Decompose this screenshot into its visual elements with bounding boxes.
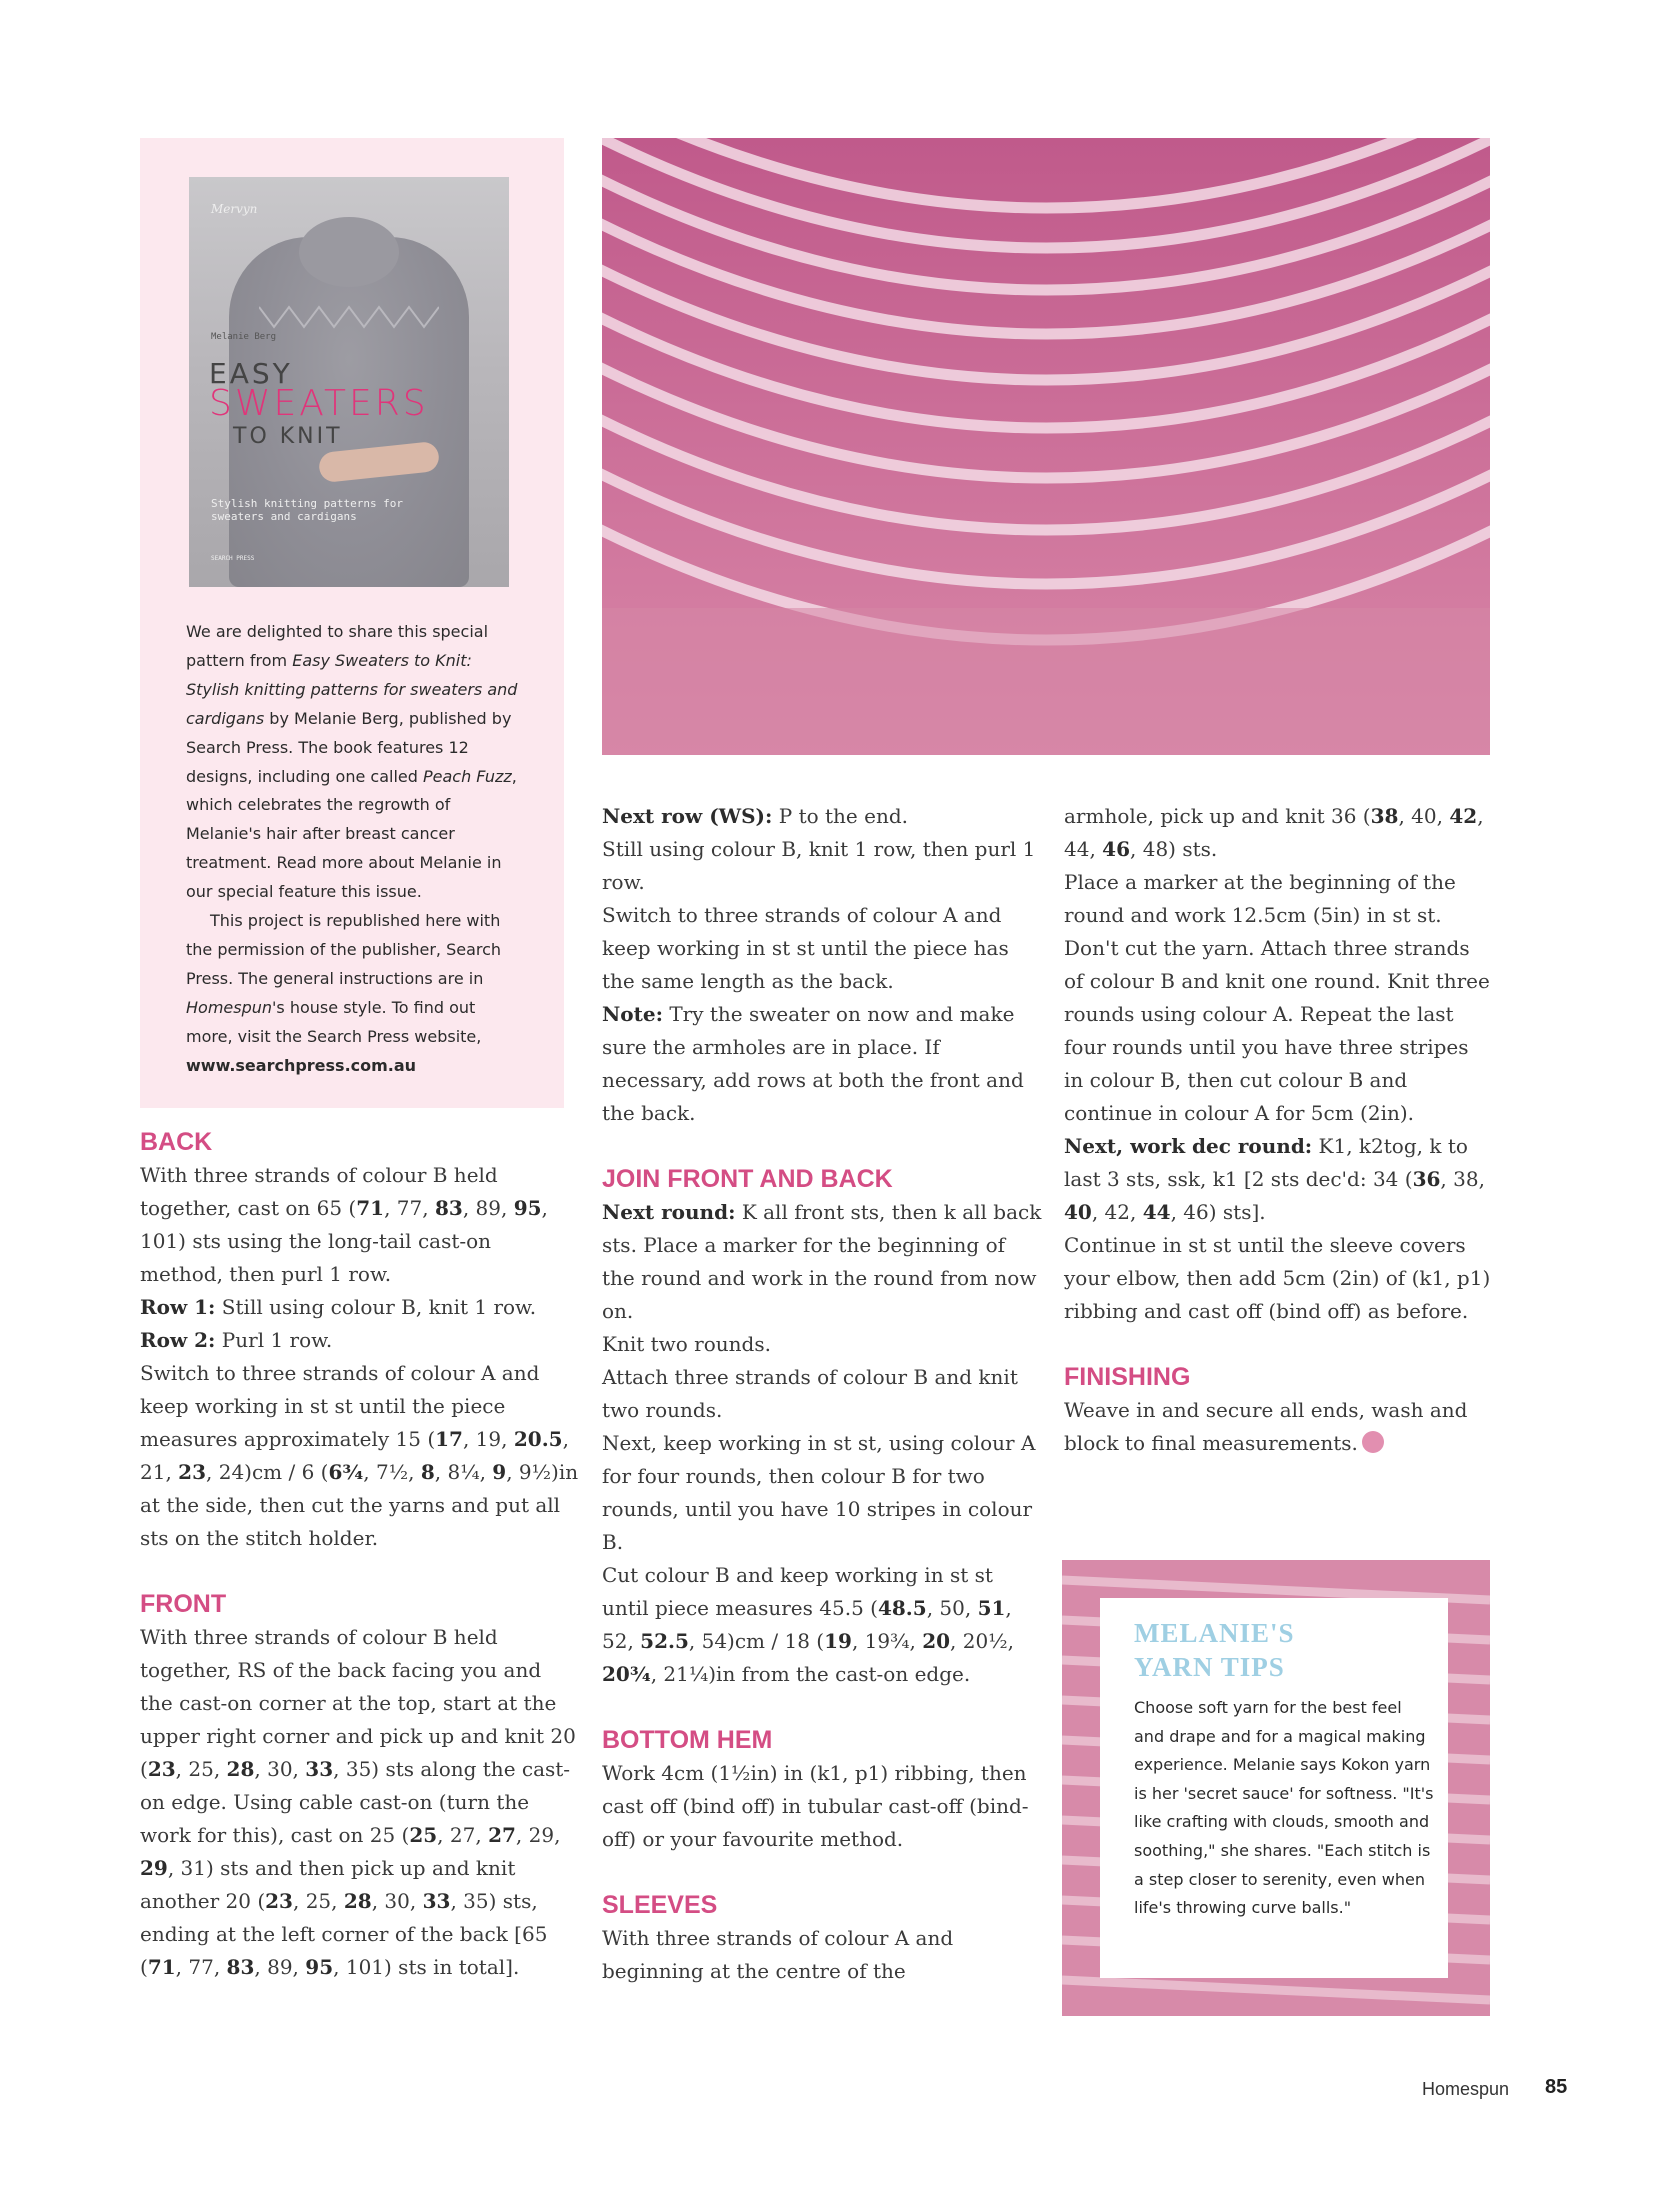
publisher-website-link[interactable]: www.searchpress.com.au <box>186 1055 417 1075</box>
magazine-name: Homespun <box>1422 2079 1510 2099</box>
heading-back: BACK <box>140 1128 213 1156</box>
heading-sleeves: SLEEVES <box>602 1891 718 1919</box>
yoke-pattern-icon <box>259 302 439 332</box>
book-logo: Mervyn <box>211 202 258 216</box>
book-subtitle: Stylish knitting patterns for sweaters and cardigans <box>211 497 404 523</box>
yarn-ball-icon <box>1362 1431 1384 1453</box>
heading-bottom-hem: BOTTOM HEM <box>602 1726 773 1754</box>
column-1: BACK With three strands of colour B held together, cast on 65 (71, 77, 83, 89, 95, 101) sts using the long-tail cast-on method, then purl 1 row. Row 1: Still using colour B, knit 1 row. Row 2: Purl 1 row. Switch to three strands of colour A and keep working in st st until the piece measures approximately 15 (17, 19, 20.5, 21, 23, 24)cm / 6 (6¾, 7½, 8, 8¼, 9, 9½)in at the side, then cut the yarns and put all sts on the stitch holder. FRONT With three strands of colour B held together, RS of the back facing you and the cast-on corner at the top, start at the upper right corner and pick up and knit 20 (23, 25, 28, 30, 33, 35) sts along the cast-on edge. Using cable cast-on (turn the work for this), cast on 25 (25, 27, 27, 29, 29, 31) sts and then pick up and knit another 20 (23, 25, 28, 30, 33, 35) sts, ending at the left corner of the back [65 (71, 77, 83, 89, 95, 101) sts in total]. <box>140 1126 580 1984</box>
back-instructions: With three strands of colour B held together, cast on 65 (71, 77, 83, 89, 95, 101) sts using the long-tail cast-on method, then purl 1 row. <box>140 1163 548 1286</box>
yarn-tips-text: Choose soft yarn for the best feel and drape and for a magical making experience. Melanie says Kokon yarn is her 'secret sauce' for softness. "It's like crafting with clouds, smooth and soothing," she shares. "Each stitch is a step closer to serenity, even when life's throwing curve balls." <box>1134 1698 1434 1918</box>
column-3: armhole, pick up and knit 36 (38, 40, 42, 44, 46, 48) sts. Place a marker at the beginning of the round and work 12.5cm (5in) in st st. Don't cut the yarn. Attach three strands of colour B and knit one round. Knit three rounds using colour A. Repeat the last four rounds until you have three stripes in colour B, then cut colour B and continue in colour A for 5cm (2in). Next, work dec round: K1, k2tog, k to last 3 sts, ssk, k1 [2 sts dec'd: 34 (36, 38, 40, 42, 44, 46) sts]. Continue in st st until the sleeve covers your elbow, then add 5cm (2in) of (k1, p1) ribbing and cast off (bind off) as before. FINISHING Weave in and secure all ends, wash and block to final measurements. <box>1064 800 1494 1460</box>
book-publisher: SEARCH PRESS <box>211 555 255 562</box>
book-title-line3: TO KNIT <box>233 424 343 449</box>
knit-stripes-photo <box>602 138 1490 755</box>
heading-front: FRONT <box>140 1590 227 1618</box>
book-author: Melanie Berg <box>211 332 277 342</box>
book-title-line2: SWEATERS <box>209 383 429 424</box>
intro-text <box>186 618 526 1081</box>
yarn-tips-title: MELANIE'S YARN TIPS <box>1134 1618 1295 1682</box>
column-2: Next row (WS): P to the end. Still using colour B, knit 1 row, then purl 1 row. Switch to three strands of colour A and keep working in st st until the piece has the same length as the back. Note: Try the sweater on now and make sure the armholes are in place. If necessary, add rows at both the front and the back. JOIN FRONT AND BACK Next round: K all front sts, then k all back sts. Place a marker for the beginning of the round and work in the round from now on. Knit two rounds. Attach three strands of colour B and knit two rounds. Next, keep working in st st, using colour A for four rounds, then colour B for two rounds, until you have 10 stripes in colour B. Cut colour B and keep working in st st until piece measures 45.5 (48.5, 50, 51, 52, 52.5, 54)cm / 18 (19, 19¾, 20, 20½, 20¾, 21¼)in from the cast-on edge. BOTTOM HEM Work 4cm (1½in) in (k1, p1) ribbing, then cast off (bind off) in tubular cast-off (bind-off) or your favourite method. SLEEVES With three strands of colour A and beginning at the centre of the <box>602 804 1042 1983</box>
heading-finishing: FINISHING <box>1064 1363 1191 1391</box>
page-number: 85 <box>1545 2076 1568 2098</box>
intro-paragraph-1: We are delighted to share this special pattern from Easy Sweaters to Knit: Stylish knitting patterns for sweaters and cardigans by Melanie Berg, published by Search Press. The book features 12 designs, including one called Peach Fuzz, which celebrates the regrowth of Melanie's hair after breast cancer treatment. Read more about Melanie in our special feature this issue. <box>186 622 518 902</box>
book-title-line1: EASY <box>209 357 293 390</box>
book-cover-image <box>189 177 509 587</box>
intro-paragraph-2: This project is republished here with the permission of the publisher, Search Press. The general instructions are in Homespun's house style. To find out more, visit the Search Press website, <box>186 911 502 1046</box>
front-instructions: With three strands of colour B held together, RS of the back facing you and the cast-on corner at the top, start at the upper right corner and pick up and knit 20 (23, 25, 28, 30, 33, 35) sts along the cast-on edge. Using cable cast-on (turn the work for this), cast on 25 (25, 27, 27, 29, 29, 31) sts and then pick up and knit another 20 (23, 25, 28, 30, 33, 35) sts, ending at the left corner of the back [65 (71, 77, 83, 89, 95, 101) sts in total]. <box>140 1625 576 1979</box>
heading-join: JOIN FRONT AND BACK <box>602 1165 893 1193</box>
